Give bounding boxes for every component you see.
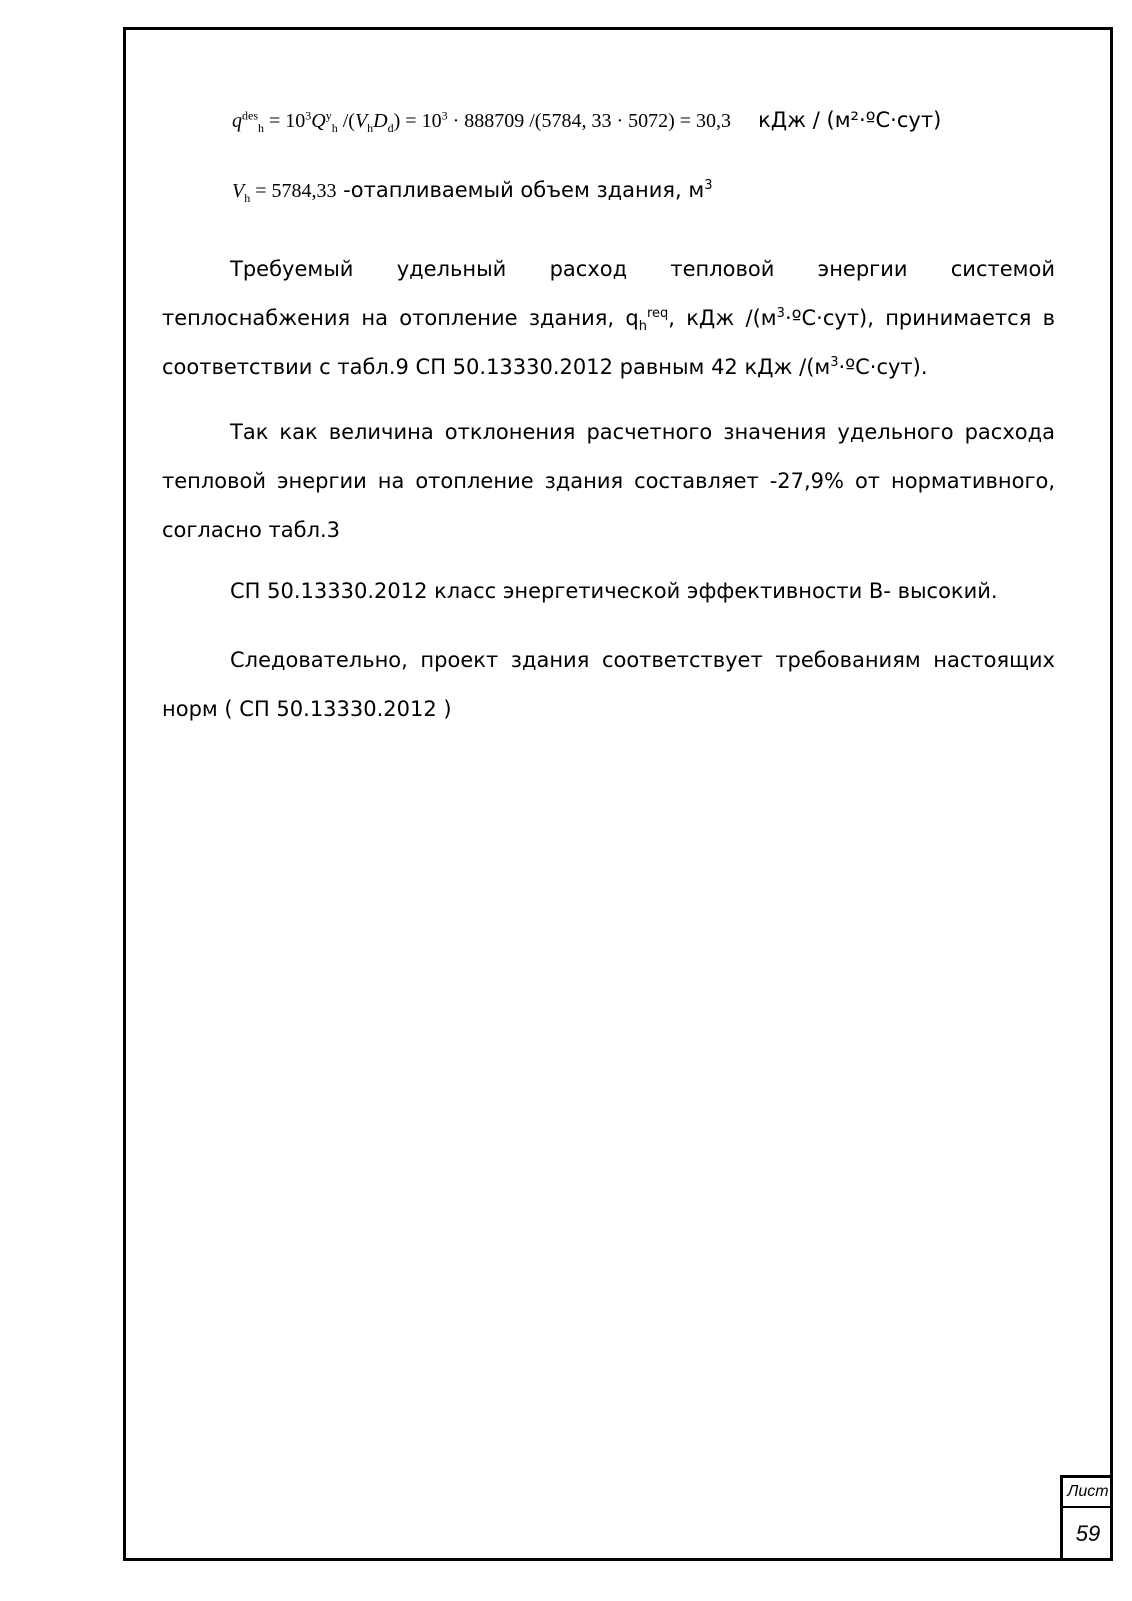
p1-b: , кДж /(м <box>668 306 777 330</box>
formula-q: q <box>232 110 242 132</box>
paragraph-efficiency-class: СП 50.13330.2012 класс энергетической эффективности В- высокий. <box>230 579 998 603</box>
paragraph-conclusion: Следовательно, проект здания соответствует требованиям настоящих норм ( СП 50.13330.2012 ) <box>162 648 1055 721</box>
sheet-label: Лист <box>1063 1478 1113 1508</box>
p1-exp2: 3 <box>830 355 839 370</box>
sheet-number-box <box>1060 1475 1113 1561</box>
vline-V: V <box>232 180 245 202</box>
paragraph-required-consumption <box>162 245 1055 392</box>
sheet-number: 59 <box>1075 1521 1101 1546</box>
formula-q-sub: h <box>258 121 264 135</box>
formula-D: D <box>373 110 388 132</box>
formula-eq1: = 10 <box>264 110 306 132</box>
p1-c: ·ºС·сут), принимается в соответствии с табл.9 СП 50.13330.2012 равным 42 кДж /(м <box>162 306 1055 379</box>
p1-sub: h <box>638 319 647 335</box>
formula-V-sub: h <box>367 121 374 135</box>
formula-exp1: 3 <box>305 108 312 123</box>
p1-d: ·ºС·сут). <box>838 355 928 379</box>
formula-exp2: 3 <box>441 108 448 123</box>
formula-D-sub: d <box>387 121 394 135</box>
vline-desc: -отапливаемый объем здания, м <box>336 178 705 202</box>
p1-a: Требуемый удельный расход тепловой энергии системой теплоснабжения на отопление здания, q <box>162 257 1055 330</box>
vline-exp: 3 <box>704 178 713 193</box>
p1-exp1: 3 <box>776 306 785 321</box>
p1-sup: req <box>646 306 669 321</box>
formula-Q-sub: h <box>331 121 338 135</box>
formula-q-sup: des <box>242 108 258 123</box>
formula-close: ) = 10 <box>393 110 442 132</box>
formula-Q-sup: y <box>325 108 332 123</box>
formula-div-open: /( <box>337 110 355 132</box>
paragraph-deviation: Так как величина отклонения расчетного значения удельного расхода тепловой энергии на отопление здания составляет -27,9% от нормативного, согласно табл.3 <box>162 420 1055 542</box>
heated-volume-line <box>232 178 713 206</box>
formula-V: V <box>354 110 368 132</box>
formula-rest: · 888709 /(5784, 33 · 5072) = 30,3 <box>447 110 732 132</box>
heat-consumption-formula <box>232 108 941 136</box>
vline-V-sub: h <box>244 191 251 205</box>
formula-unit: кДж / (м²·ºС·сут) <box>758 108 942 132</box>
formula-Q: Q <box>311 110 326 132</box>
vline-value: = 5784,33 <box>250 180 337 202</box>
